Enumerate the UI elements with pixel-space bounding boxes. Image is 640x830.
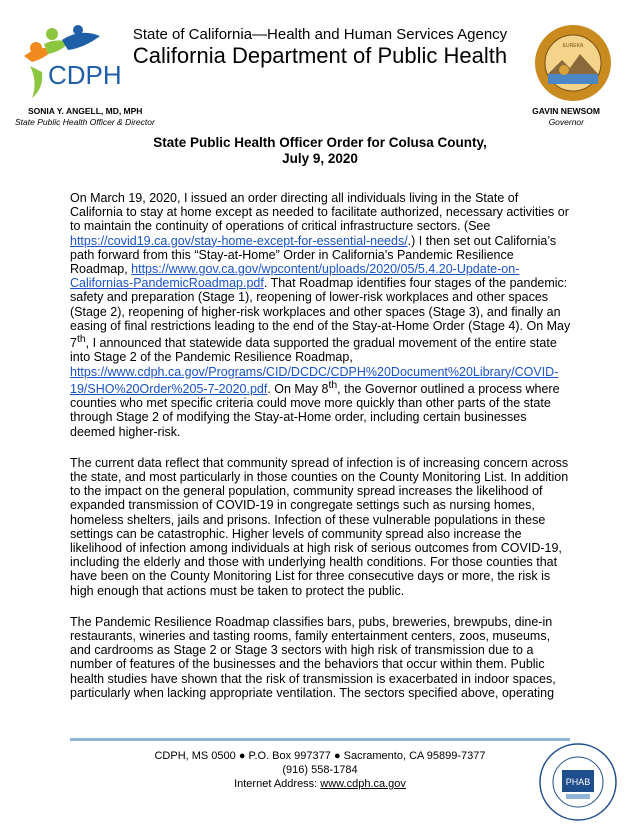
governor-name: GAVIN NEWSOM [532,106,600,116]
footer-web-label: Internet Address: [234,778,321,790]
p1-text-6: , the Governor outlined a process where counties who met specific criteria could move more quickly than other parts of the state through Stage 2 of modifying the Stay-at-Home order, including certain businesses deemed higher-risk. [70,381,560,439]
footer-divider [70,738,570,741]
letterhead [0,0,640,140]
stay-home-link[interactable]: https://covid19.ca.gov/stay-home-except-for-essential-needs/ [70,233,408,248]
roadmap-link[interactable]: https://www.gov.ca.gov/wpcontent/uploads/2020/05/5.4.20-Update-on-Californias-PandemicRoadmap.pdf [70,262,520,291]
paragraph-1 [70,191,574,439]
paragraph-3: The Pandemic Resilience Roadmap classifies bars, pubs, breweries, brewpubs, dine-in restaurants, wineries and tasting rooms, family entertainment centers, zoos, museums, and cardrooms as Stage 2 or Stage 3 sectors with high risk of transmission due to a number of features of the businesses and the behaviors that occur within them. Public health studies have shown that the risk of transmission is exacerbated in indoor spaces, particularly when lacking appropriate ventilation. The sectors specified above, operating [70,614,556,700]
california-state-seal [534,24,612,102]
department-name: California Department of Public Health [132,43,508,68]
phab-accreditation-badge [538,742,618,822]
phab-badge-text: PHAB [565,777,591,787]
paragraph-2: The current data reflect that community spread of infection is of increasing concern across the state, and most particularly in those counties on the County Monitoring List. In addition to the impact on the general population, community spread increases the likelihood of expanded transmission of COVID-19 in congregate settings such as nursing homes, homeless shelters, jails and prisons. Infection of these vulnerable populations in these settings can be catastrophic. Higher levels of community spread also increase the likelihood of infection among individuals at high risk of serious outcomes from COVID-19, including the elderly and those with underlying health conditions. For those counties that have been on the County Monitoring List for three consecutive days or more, the risk is high enough that actions must be taken to protect the public. [70,455,569,598]
officer-title: State Public Health Officer & Director [15,117,155,127]
footer-address: CDPH, MS 0500 ● P.O. Box 997377 ● Sacramento, CA 95899-7377 [154,750,486,762]
officer-name: SONIA Y. ANGELL, MD, MPH [28,106,143,116]
p1-text-5: . On May 8 [267,381,329,396]
p1-text-2: .) I then set out California’s path forward from this “Stay-at-Home” Order in California’s Pandemic Resilience Roadmap, [70,233,557,277]
sho-order-link[interactable]: https://www.cdph.ca.gov/Programs/CID/DCDC/CDPH%20Document%20Library/COVID-19/SHO%20Order%205-7-2020.pdf [70,364,559,396]
p1-text-4: , I announced that statewide data supported the gradual movement of the entire state into Stage 2 of the Pandemic Resilience Roadmap, [70,336,557,365]
agency-name: State of California—Health and Human Services Agency [132,26,508,43]
p1-sup-2: th [328,379,338,391]
document-title [0,135,640,167]
footer-phone: (916) 558-1784 [282,764,358,776]
cdph-logo-text: CDPH [48,60,122,90]
title-line-2: July 9, 2020 [282,151,358,166]
p1-text-3: . That Roadmap identifies four stages of the pandemic: safety and preparation (Stage 1), reopening of lower-risk workplaces and other spaces (Stage 2), reopening of higher-risk workplaces and other spaces (Stage 3), and finally an easing of final restrictions leading to the end of the Stay-at-Home Order (Stage 4). On May 7 [70,276,571,351]
footer [130,749,510,791]
title-line-1: State Public Health Officer Order for Colusa County, [153,135,487,150]
footer-web [130,777,510,791]
cdph-website-link[interactable]: www.cdph.ca.gov [320,778,406,790]
p1-text-1: On March 19, 2020, I issued an order directing all individuals living in the State of California to stay at home except as needed to facilitate authorized, necessary activities or to maintain the continuity of operations of critical infrastructure sectors. (See [70,191,569,234]
seal-motto: EUREKA [562,43,584,49]
document-body [70,191,574,717]
p1-sup-1: th [76,334,86,346]
governor-title: Governor [548,117,584,127]
